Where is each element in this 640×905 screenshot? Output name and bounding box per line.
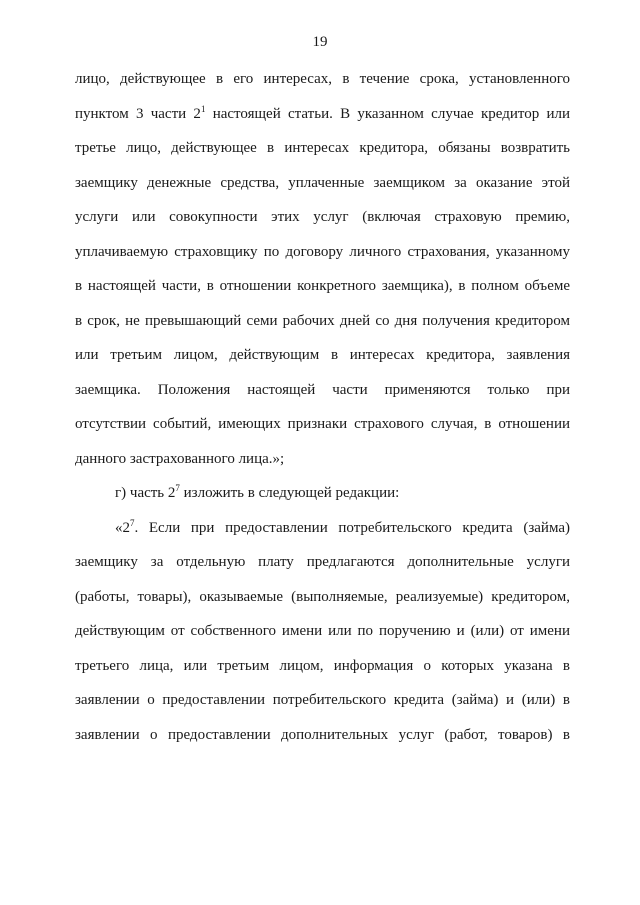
superscript: 1 [200, 103, 206, 114]
text-fragment: настоящей статьи. В указанном случае кредитор или [205, 105, 571, 122]
page-number: 19 [312, 34, 328, 50]
text-line: заявлении о предоставлении потребительского кредита (займа) и (или) в [75, 692, 570, 708]
text-line: в срок, не превышающий семи рабочих дней со дня получения кредитором [75, 312, 570, 329]
text-line: заемщику за отдельную плату предлагаются дополнительные услуги [75, 554, 570, 570]
text-line: данного застрахованного лица.»; [75, 450, 285, 467]
text-line: действующим от собственного имени или по поручению и (или) от имени [75, 623, 570, 639]
text-fragment: пунктом 3 части 2 [75, 105, 201, 122]
text-fragment: г) часть 2 [115, 485, 176, 501]
text-line: (работы, товары), оказываемые (выполняемые, реализуемые) кредитором, [75, 588, 570, 605]
superscript: 7 [130, 517, 135, 528]
text-line: уплачиваемую страховщику по договору личного страхования, указанному [75, 243, 570, 260]
text-line: отсутствии событий, имеющих признаки страхового случая, в отношении [75, 416, 570, 432]
superscript: 7 [175, 483, 180, 493]
paragraph-g [75, 482, 570, 517]
text-fragment: «2 [115, 519, 130, 536]
text-line: третье лицо, действующее в интересах кредитора, обязаны возвратить [75, 140, 570, 156]
text-line [75, 103, 570, 138]
text-line: заявлении о предоставлении дополнительных услуг (работ, товаров) в [75, 726, 570, 743]
text-line: в настоящей части, в отношении конкретного заемщика), в полном объеме [75, 278, 570, 294]
text-line: услуги или совокупности этих услуг (включая страховую премию, [75, 209, 570, 225]
text-line: или третьим лицом, действующим в интересах кредитора, заявления [75, 347, 570, 363]
text-fragment: изложить в следующей редакции: [179, 485, 400, 501]
document-body [75, 68, 570, 758]
text-line: заемщика. Положения настоящей части применяются только при [75, 381, 570, 398]
paragraph-27-first-line [75, 517, 570, 552]
text-line: лицо, действующее в его интересах, в течение срока, установленного [75, 71, 570, 87]
text-line: заемщику денежные средства, уплаченные заемщиком за оказание этой [75, 174, 570, 191]
text-fragment: . Если при предоставлении потребительского кредита (займа) [134, 519, 570, 536]
text-line: третьего лица, или третьим лицом, информация о которых указана в [75, 657, 570, 674]
